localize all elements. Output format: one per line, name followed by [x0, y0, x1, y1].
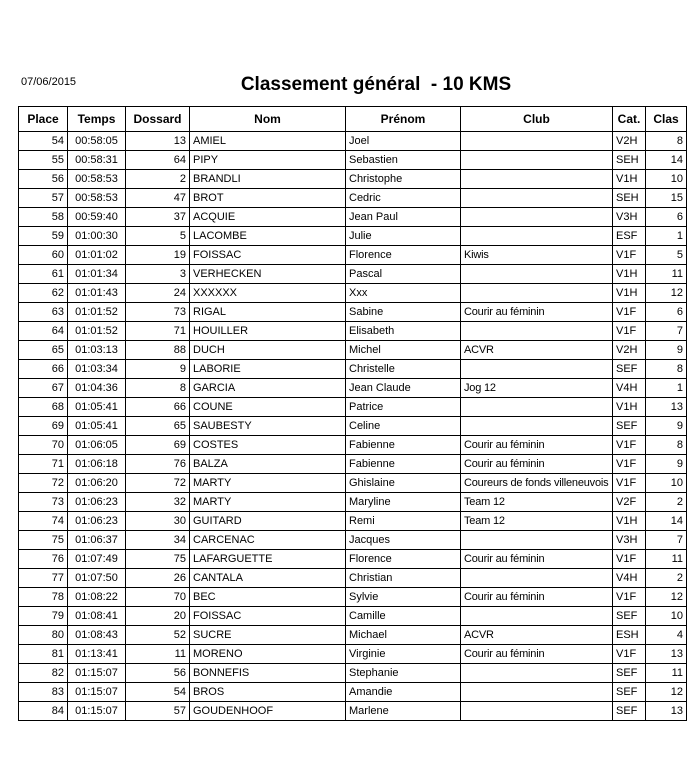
column-header-place: Place	[19, 107, 68, 132]
cell-temps: 01:15:07	[68, 664, 126, 683]
cell-prenom: Elisabeth	[346, 322, 461, 341]
cell-clas: 12	[646, 588, 687, 607]
cell-clas: 13	[646, 398, 687, 417]
cell-dossard: 75	[126, 550, 190, 569]
cell-nom: COUNE	[190, 398, 346, 417]
cell-cat: V1F	[613, 322, 646, 341]
cell-clas: 9	[646, 455, 687, 474]
cell-nom: LAFARGUETTE	[190, 550, 346, 569]
cell-temps: 01:01:34	[68, 265, 126, 284]
cell-place: 61	[19, 265, 68, 284]
column-header-club: Club	[461, 107, 613, 132]
cell-nom: COSTES	[190, 436, 346, 455]
cell-dossard: 32	[126, 493, 190, 512]
cell-dossard: 8	[126, 379, 190, 398]
cell-club	[461, 360, 613, 379]
table-row	[19, 189, 687, 208]
cell-place: 72	[19, 474, 68, 493]
cell-temps: 01:06:20	[68, 474, 126, 493]
cell-place: 70	[19, 436, 68, 455]
cell-cat: V1H	[613, 284, 646, 303]
cell-prenom: Marlene	[346, 702, 461, 721]
cell-clas: 1	[646, 227, 687, 246]
cell-place: 78	[19, 588, 68, 607]
cell-dossard: 3	[126, 265, 190, 284]
cell-dossard: 71	[126, 322, 190, 341]
cell-dossard: 72	[126, 474, 190, 493]
cell-dossard: 65	[126, 417, 190, 436]
cell-dossard: 54	[126, 683, 190, 702]
cell-clas: 2	[646, 493, 687, 512]
cell-temps: 01:04:36	[68, 379, 126, 398]
cell-cat: V1H	[613, 265, 646, 284]
table-row	[19, 398, 687, 417]
cell-dossard: 24	[126, 284, 190, 303]
cell-cat: V1H	[613, 512, 646, 531]
cell-cat: SEF	[613, 664, 646, 683]
column-header-prenom: Prénom	[346, 107, 461, 132]
cell-dossard: 9	[126, 360, 190, 379]
cell-club	[461, 265, 613, 284]
cell-clas: 14	[646, 512, 687, 531]
cell-prenom: Fabienne	[346, 455, 461, 474]
cell-dossard: 70	[126, 588, 190, 607]
cell-dossard: 37	[126, 208, 190, 227]
cell-prenom: Ghislaine	[346, 474, 461, 493]
cell-clas: 8	[646, 360, 687, 379]
cell-club	[461, 208, 613, 227]
cell-club	[461, 151, 613, 170]
cell-temps: 01:06:23	[68, 512, 126, 531]
cell-clas: 8	[646, 436, 687, 455]
cell-club	[461, 607, 613, 626]
table-row	[19, 417, 687, 436]
cell-cat: V2H	[613, 132, 646, 151]
cell-prenom: Pascal	[346, 265, 461, 284]
cell-nom: LACOMBE	[190, 227, 346, 246]
cell-nom: GARCIA	[190, 379, 346, 398]
table-row	[19, 569, 687, 588]
cell-nom: MORENO	[190, 645, 346, 664]
cell-club	[461, 132, 613, 151]
cell-club: Courir au féminin	[461, 550, 613, 569]
cell-cat: ESF	[613, 227, 646, 246]
cell-nom: SAUBESTY	[190, 417, 346, 436]
cell-prenom: Camille	[346, 607, 461, 626]
cell-club: Coureurs de fonds villeneuvois	[461, 474, 613, 493]
table-row	[19, 607, 687, 626]
cell-place: 54	[19, 132, 68, 151]
cell-temps: 00:58:53	[68, 189, 126, 208]
cell-cat: V1F	[613, 474, 646, 493]
cell-cat: SEF	[613, 607, 646, 626]
cell-prenom: Florence	[346, 550, 461, 569]
cell-cat: V1F	[613, 645, 646, 664]
table-row	[19, 151, 687, 170]
cell-place: 76	[19, 550, 68, 569]
cell-dossard: 2	[126, 170, 190, 189]
cell-dossard: 47	[126, 189, 190, 208]
cell-prenom: Sylvie	[346, 588, 461, 607]
cell-dossard: 11	[126, 645, 190, 664]
cell-prenom: Florence	[346, 246, 461, 265]
cell-prenom: Jacques	[346, 531, 461, 550]
cell-temps: 01:01:43	[68, 284, 126, 303]
cell-cat: V1F	[613, 455, 646, 474]
cell-place: 81	[19, 645, 68, 664]
cell-clas: 12	[646, 683, 687, 702]
cell-prenom: Remi	[346, 512, 461, 531]
cell-clas: 10	[646, 170, 687, 189]
cell-place: 77	[19, 569, 68, 588]
cell-club	[461, 683, 613, 702]
report-date: 07/06/2015	[21, 76, 77, 88]
cell-place: 83	[19, 683, 68, 702]
cell-prenom: Xxx	[346, 284, 461, 303]
cell-club	[461, 227, 613, 246]
cell-prenom: Joel	[346, 132, 461, 151]
cell-prenom: Michael	[346, 626, 461, 645]
table-row	[19, 664, 687, 683]
cell-prenom: Sabine	[346, 303, 461, 322]
table-row	[19, 531, 687, 550]
cell-dossard: 19	[126, 246, 190, 265]
cell-cat: V1F	[613, 246, 646, 265]
cell-nom: BALZA	[190, 455, 346, 474]
table-row	[19, 132, 687, 151]
cell-nom: BROT	[190, 189, 346, 208]
cell-temps: 01:06:18	[68, 455, 126, 474]
cell-place: 82	[19, 664, 68, 683]
column-header-temps: Temps	[68, 107, 126, 132]
cell-place: 60	[19, 246, 68, 265]
cell-temps: 01:05:41	[68, 398, 126, 417]
cell-club	[461, 170, 613, 189]
table-row	[19, 360, 687, 379]
cell-dossard: 66	[126, 398, 190, 417]
cell-cat: V1F	[613, 436, 646, 455]
table-row	[19, 474, 687, 493]
cell-dossard: 52	[126, 626, 190, 645]
cell-cat: V2H	[613, 341, 646, 360]
cell-cat: SEH	[613, 189, 646, 208]
cell-cat: V2F	[613, 493, 646, 512]
cell-prenom: Patrice	[346, 398, 461, 417]
cell-club: Team 12	[461, 493, 613, 512]
cell-place: 58	[19, 208, 68, 227]
cell-club	[461, 398, 613, 417]
cell-cat: V4H	[613, 569, 646, 588]
cell-prenom: Amandie	[346, 683, 461, 702]
cell-temps: 00:58:05	[68, 132, 126, 151]
cell-club: ACVR	[461, 626, 613, 645]
cell-temps: 01:01:02	[68, 246, 126, 265]
cell-prenom: Christophe	[346, 170, 461, 189]
cell-temps: 01:13:41	[68, 645, 126, 664]
cell-temps: 00:58:53	[68, 170, 126, 189]
cell-place: 80	[19, 626, 68, 645]
cell-club: Courir au féminin	[461, 455, 613, 474]
cell-clas: 14	[646, 151, 687, 170]
cell-place: 63	[19, 303, 68, 322]
table-row	[19, 303, 687, 322]
cell-clas: 11	[646, 664, 687, 683]
cell-nom: DUCH	[190, 341, 346, 360]
cell-temps: 01:07:49	[68, 550, 126, 569]
cell-nom: VERHECKEN	[190, 265, 346, 284]
table-row	[19, 227, 687, 246]
cell-cat: ESH	[613, 626, 646, 645]
cell-clas: 6	[646, 208, 687, 227]
cell-temps: 01:06:23	[68, 493, 126, 512]
cell-club	[461, 531, 613, 550]
cell-dossard: 64	[126, 151, 190, 170]
cell-nom: BONNEFIS	[190, 664, 346, 683]
cell-place: 66	[19, 360, 68, 379]
table-row	[19, 512, 687, 531]
cell-club: Courir au féminin	[461, 303, 613, 322]
cell-cat: SEH	[613, 151, 646, 170]
cell-dossard: 26	[126, 569, 190, 588]
cell-nom: CANTALA	[190, 569, 346, 588]
cell-nom: GOUDENHOOF	[190, 702, 346, 721]
cell-place: 79	[19, 607, 68, 626]
cell-place: 56	[19, 170, 68, 189]
cell-dossard: 69	[126, 436, 190, 455]
cell-temps: 01:06:05	[68, 436, 126, 455]
cell-cat: V1H	[613, 398, 646, 417]
table-row	[19, 436, 687, 455]
cell-club	[461, 569, 613, 588]
cell-clas: 7	[646, 531, 687, 550]
cell-temps: 01:15:07	[68, 702, 126, 721]
column-header-nom: Nom	[190, 107, 346, 132]
cell-club: Courir au féminin	[461, 645, 613, 664]
cell-prenom: Virginie	[346, 645, 461, 664]
cell-place: 84	[19, 702, 68, 721]
cell-nom: BEC	[190, 588, 346, 607]
cell-temps: 01:03:34	[68, 360, 126, 379]
cell-dossard: 56	[126, 664, 190, 683]
cell-prenom: Celine	[346, 417, 461, 436]
table-row	[19, 284, 687, 303]
cell-temps: 01:08:43	[68, 626, 126, 645]
cell-prenom: Christian	[346, 569, 461, 588]
table-header-row	[19, 107, 687, 132]
cell-dossard: 88	[126, 341, 190, 360]
cell-clas: 13	[646, 702, 687, 721]
cell-nom: PIPY	[190, 151, 346, 170]
cell-place: 75	[19, 531, 68, 550]
cell-nom: RIGAL	[190, 303, 346, 322]
cell-dossard: 30	[126, 512, 190, 531]
cell-cat: SEF	[613, 683, 646, 702]
cell-dossard: 34	[126, 531, 190, 550]
cell-clas: 5	[646, 246, 687, 265]
cell-temps: 01:01:52	[68, 303, 126, 322]
cell-cat: V1F	[613, 303, 646, 322]
cell-clas: 10	[646, 607, 687, 626]
cell-nom: FOISSAC	[190, 246, 346, 265]
cell-nom: SUCRE	[190, 626, 346, 645]
cell-club: Courir au féminin	[461, 588, 613, 607]
cell-club	[461, 189, 613, 208]
cell-place: 64	[19, 322, 68, 341]
cell-clas: 10	[646, 474, 687, 493]
cell-prenom: Fabienne	[346, 436, 461, 455]
table-row	[19, 626, 687, 645]
cell-cat: SEF	[613, 360, 646, 379]
table-row	[19, 322, 687, 341]
table-row	[19, 702, 687, 721]
cell-nom: HOUILLER	[190, 322, 346, 341]
cell-temps: 01:15:07	[68, 683, 126, 702]
cell-place: 71	[19, 455, 68, 474]
cell-temps: 01:03:13	[68, 341, 126, 360]
cell-club	[461, 702, 613, 721]
cell-temps: 01:08:41	[68, 607, 126, 626]
cell-prenom: Jean Claude	[346, 379, 461, 398]
table-row	[19, 493, 687, 512]
cell-place: 59	[19, 227, 68, 246]
cell-place: 62	[19, 284, 68, 303]
cell-club: ACVR	[461, 341, 613, 360]
cell-club: Courir au féminin	[461, 436, 613, 455]
cell-temps: 01:00:30	[68, 227, 126, 246]
table-row	[19, 588, 687, 607]
table-row	[19, 683, 687, 702]
column-header-clas: Clas	[646, 107, 687, 132]
cell-place: 57	[19, 189, 68, 208]
cell-cat: V3H	[613, 531, 646, 550]
cell-clas: 11	[646, 265, 687, 284]
cell-nom: FOISSAC	[190, 607, 346, 626]
cell-place: 73	[19, 493, 68, 512]
cell-nom: BRANDLI	[190, 170, 346, 189]
cell-nom: AMIEL	[190, 132, 346, 151]
results-table	[18, 106, 687, 721]
cell-club	[461, 322, 613, 341]
column-header-cat: Cat.	[613, 107, 646, 132]
cell-place: 68	[19, 398, 68, 417]
cell-club: Kiwis	[461, 246, 613, 265]
cell-place: 65	[19, 341, 68, 360]
cell-cat: SEF	[613, 702, 646, 721]
cell-club	[461, 284, 613, 303]
cell-prenom: Cedric	[346, 189, 461, 208]
cell-prenom: Jean Paul	[346, 208, 461, 227]
cell-clas: 15	[646, 189, 687, 208]
table-row	[19, 455, 687, 474]
cell-cat: V3H	[613, 208, 646, 227]
cell-prenom: Michel	[346, 341, 461, 360]
cell-temps: 00:58:31	[68, 151, 126, 170]
cell-club: Jog 12	[461, 379, 613, 398]
cell-dossard: 76	[126, 455, 190, 474]
cell-nom: MARTY	[190, 493, 346, 512]
cell-nom: XXXXXX	[190, 284, 346, 303]
results-body	[19, 132, 687, 721]
cell-nom: BROS	[190, 683, 346, 702]
cell-dossard: 13	[126, 132, 190, 151]
cell-nom: ACQUIE	[190, 208, 346, 227]
cell-clas: 4	[646, 626, 687, 645]
cell-prenom: Maryline	[346, 493, 461, 512]
cell-club	[461, 417, 613, 436]
cell-prenom: Stephanie	[346, 664, 461, 683]
cell-dossard: 20	[126, 607, 190, 626]
cell-club: Team 12	[461, 512, 613, 531]
cell-place: 67	[19, 379, 68, 398]
cell-cat: V1H	[613, 170, 646, 189]
cell-nom: CARCENAC	[190, 531, 346, 550]
table-row	[19, 246, 687, 265]
table-row	[19, 341, 687, 360]
cell-place: 69	[19, 417, 68, 436]
cell-clas: 12	[646, 284, 687, 303]
cell-dossard: 57	[126, 702, 190, 721]
table-row	[19, 208, 687, 227]
cell-nom: GUITARD	[190, 512, 346, 531]
table-row	[19, 170, 687, 189]
cell-clas: 13	[646, 645, 687, 664]
table-row	[19, 379, 687, 398]
cell-cat: V1F	[613, 550, 646, 569]
table-row	[19, 645, 687, 664]
cell-temps: 01:06:37	[68, 531, 126, 550]
cell-temps: 01:01:52	[68, 322, 126, 341]
cell-clas: 11	[646, 550, 687, 569]
cell-clas: 1	[646, 379, 687, 398]
cell-dossard: 73	[126, 303, 190, 322]
cell-cat: V4H	[613, 379, 646, 398]
cell-clas: 6	[646, 303, 687, 322]
cell-place: 74	[19, 512, 68, 531]
cell-temps: 01:08:22	[68, 588, 126, 607]
table-row	[19, 265, 687, 284]
cell-place: 55	[19, 151, 68, 170]
cell-clas: 9	[646, 417, 687, 436]
cell-clas: 2	[646, 569, 687, 588]
cell-clas: 7	[646, 322, 687, 341]
cell-nom: MARTY	[190, 474, 346, 493]
cell-nom: LABORIE	[190, 360, 346, 379]
cell-temps: 01:07:50	[68, 569, 126, 588]
table-row	[19, 550, 687, 569]
column-header-dossard: Dossard	[126, 107, 190, 132]
cell-prenom: Julie	[346, 227, 461, 246]
page-title: Classement général - 10 KMS	[240, 74, 512, 95]
cell-temps: 00:59:40	[68, 208, 126, 227]
cell-prenom: Sebastien	[346, 151, 461, 170]
cell-dossard: 5	[126, 227, 190, 246]
cell-temps: 01:05:41	[68, 417, 126, 436]
cell-prenom: Christelle	[346, 360, 461, 379]
cell-clas: 9	[646, 341, 687, 360]
cell-cat: SEF	[613, 417, 646, 436]
cell-clas: 8	[646, 132, 687, 151]
cell-cat: V1F	[613, 588, 646, 607]
cell-club	[461, 664, 613, 683]
